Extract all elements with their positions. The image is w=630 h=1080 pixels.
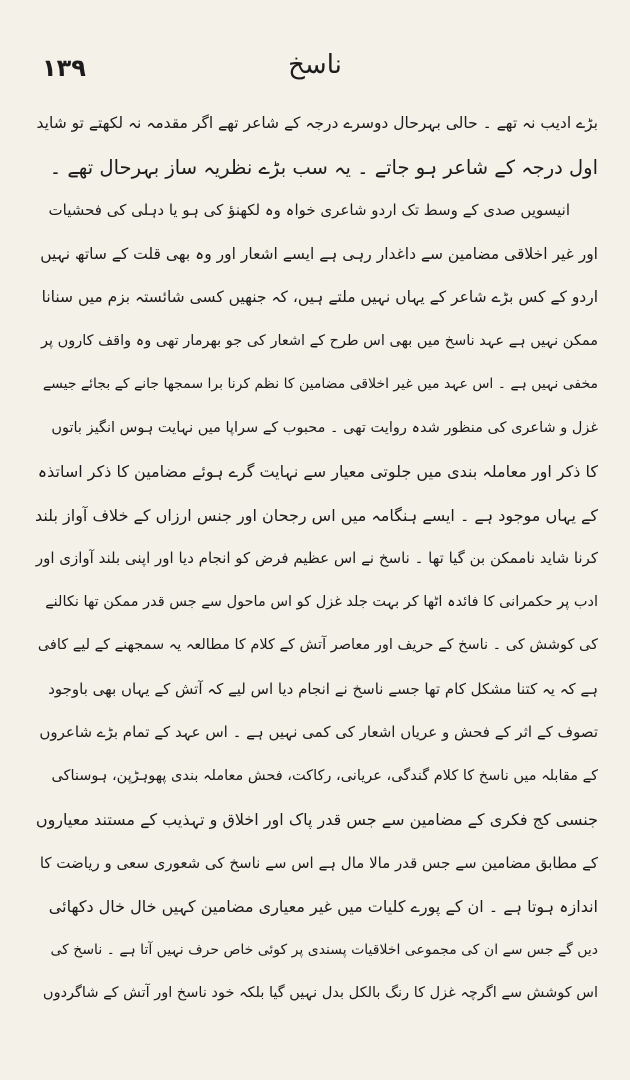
- text-line: مخفی نہیں ہے ۔ اس عہد میں غیر اخلاقی مضامین کا نظم کرنا برا سمجھا جانے کے بجائے جیسے: [42, 376, 598, 392]
- text-line: جنسی کج فکری کے مضامین سے جس قدر پاک اور اخلاق و تہذیب کے مستند معیاروں: [35, 810, 598, 829]
- text-line: اول درجہ کے شاعر ہو جاتے ۔ یہ سب بڑے نظریہ ساز بہرحال تھے ۔: [49, 155, 598, 179]
- text-line: اندازہ ہوتا ہے ۔ ان کے پورے کلیات میں غیر معیاری مضامین کہیں خال خال دکھائی: [48, 897, 598, 916]
- body-text: [34, 102, 598, 1016]
- running-title: ناسخ: [288, 50, 342, 80]
- text-line: ممکن نہیں ہے عہد ناسخ میں بھی اس طرح کے اشعار کی جو بھرمار تھی وہ واقف کاروں پر: [40, 332, 598, 349]
- text-line: کے مقابلہ میں ناسخ کا کلام گندگی، عریانی، رکاکت، فحش معاملہ بندی پھوہڑپن، ہوسناکی: [51, 767, 598, 784]
- text-line: تصوف کے اثر کے فحش و عریاں اشعار کی کمی نہیں ہے ۔ اس عہد کے تمام بڑے شاعروں: [39, 723, 598, 741]
- text-line: ادب پر حکمرانی کا فائدہ اٹھا کر بہت جلد غزل کو اس ماحول سے جس قدر ممکن تھا نکالنے: [45, 593, 598, 610]
- text-line: کا ذکر اور معاملہ بندی میں جلوتی معیار سے نہایت گرے ہوئے مضامین کا ذکر اساتذہ: [37, 462, 598, 481]
- text-line: اس کوشش سے اگرچہ غزل کا رنگ بالکل بدل نہیں گیا بلکہ خود ناسخ اور آتش کے شاگردوں: [42, 985, 598, 1001]
- text-line: ہے کہ یہ کتنا مشکل کام تھا جسے ناسخ نے انجام دیا اس لیے کہ آتش کے یہاں بھی باوجود: [48, 679, 598, 698]
- text-line: کرنا شاید ناممکن بن گیا تھا ۔ ناسخ نے اس عظیم فرض کو انجام دیا اور اپنی بلند آوازی اور: [35, 549, 598, 567]
- text-line: کے یہاں موجود ہے ۔ ایسے ہنگامہ میں اس رجحان اور جنس ارزاں کے خلاف آواز بلند: [34, 505, 598, 525]
- text-line: بڑے ادیب نہ تھے ۔ حالی بہرحال دوسرے درجہ کے شاعر تھے اگر مقدمہ نہ لکھتے تو شاید: [36, 114, 598, 132]
- page-header: [30, 50, 600, 90]
- text-line: کی کوشش کی ۔ ناسخ کے حریف اور معاصر آتش کے کلام کا مطالعہ یہ سمجھنے کے لیے کافی: [37, 637, 598, 653]
- text-line: دیں گے جس سے ان کی مجموعی اخلاقیات پسندی پر کوئی خاص حرف نہیں آتا ہے ۔ ناسخ کی: [50, 941, 598, 958]
- text-line: اردو کے کس بڑے شاعر کے یہاں نہیں ملتے ہیں، کہ جنھیں کسی شائستہ بزم میں سنانا: [41, 288, 598, 306]
- text-line: اور غیر اخلاقی مضامین سے داغدار رہی ہے ایسے اشعار اور وہ بھی قلت کے ساتھ نہیں: [40, 244, 598, 263]
- text-line: کے مطابق مضامین سے جس قدر مالا مال ہے اس سے ناسخ کی شعوری سعی و ریاضت کا: [39, 853, 598, 872]
- paragraph-start-line: انیسویں صدی کے وسط تک اردو شاعری خواہ وہ لکھنؤ کی ہو یا دہلی کی فحشیات: [48, 201, 570, 219]
- page-number: ١٣٩: [42, 54, 86, 82]
- text-line: غزل و شاعری کی منظور شدہ روایت تھی ۔ محبوب کے سراپا میں نہایت ہوس انگیز باتوں: [51, 419, 598, 436]
